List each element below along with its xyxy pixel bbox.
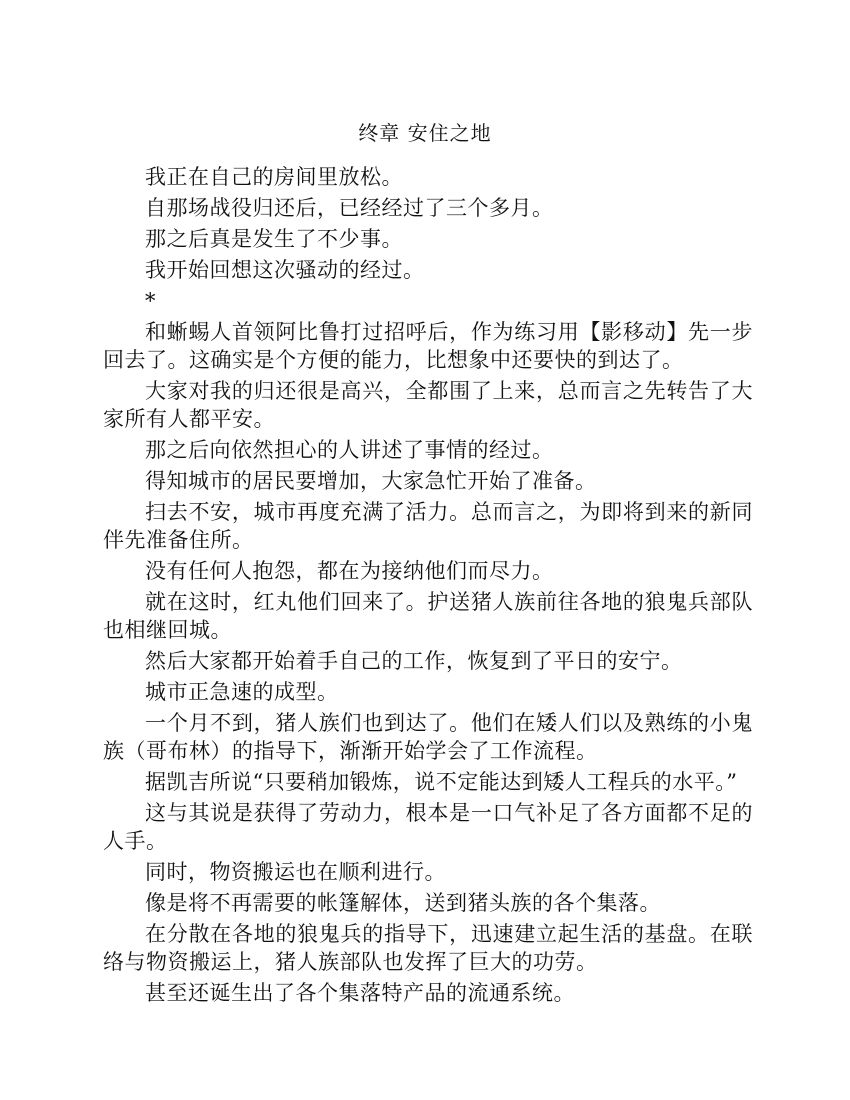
paragraph: 那之后真是发生了不少事。 xyxy=(145,227,403,251)
paragraph: 在分散在各地的狼鬼兵的指导下，迅速建立起生活的基盘。在联络与物资搬运上，猪人族部队也发挥了巨大的功劳。 xyxy=(103,922,753,974)
paragraph: 扫去不安，城市再度充满了活力。总而言之，为即将到来的新同伴先准备住所。 xyxy=(103,500,753,552)
paragraph: 大家对我的归还很是高兴，全都围了上来，总而言之先转告了大家所有人都平安。 xyxy=(103,379,753,431)
paragraph: 就在这时，红丸他们回来了。护送猪人族前往各地的狼鬼兵部队也相继回城。 xyxy=(103,590,753,642)
paragraph: 然后大家都开始着手自己的工作，恢复到了平日的安宁。 xyxy=(145,649,683,673)
paragraph: 得知城市的居民要增加，大家急忙开始了准备。 xyxy=(145,469,597,493)
paragraph: 一个月不到，猪人族们也到达了。他们在矮人们以及熟练的小鬼族（哥布林）的指导下，渐渐开始学会了工作流程。 xyxy=(103,711,753,763)
scene-break: * xyxy=(145,289,156,313)
paragraph: 同时，物资搬运也在顺利进行。 xyxy=(145,860,446,884)
paragraph: 这与其说是获得了劳动力，根本是一口气补足了各方面都不足的人手。 xyxy=(103,801,753,853)
paragraph: 没有任何人抱怨，都在为接纳他们而尽力。 xyxy=(145,559,554,583)
paragraph: 自那场战役归还后，已经经过了三个多月。 xyxy=(145,196,554,220)
paragraph: 我开始回想这次骚动的经过。 xyxy=(145,258,425,282)
paragraph: 甚至还诞生出了各个集落特产品的流通系统。 xyxy=(145,981,575,1005)
paragraph: 据凯吉所说“只要稍加锻炼，说不定能达到矮人工程兵的水平。” xyxy=(145,770,738,794)
paragraph: 城市正急速的成型。 xyxy=(145,680,339,704)
paragraph: 那之后向依然担心的人讲述了事情的经过。 xyxy=(145,438,554,462)
body-text xyxy=(103,163,753,1010)
paragraph: 像是将不再需要的帐篷解体，送到猪头族的各个集落。 xyxy=(145,891,661,915)
paragraph: 和蜥蜴人首领阿比鲁打过招呼后，作为练习用【影移动】先一步回去了。这确实是个方便的能力，比想象中还要快的到达了。 xyxy=(103,320,753,372)
chapter-title: 终章 安住之地 xyxy=(358,121,492,145)
paragraph: 我正在自己的房间里放松。 xyxy=(145,165,403,189)
